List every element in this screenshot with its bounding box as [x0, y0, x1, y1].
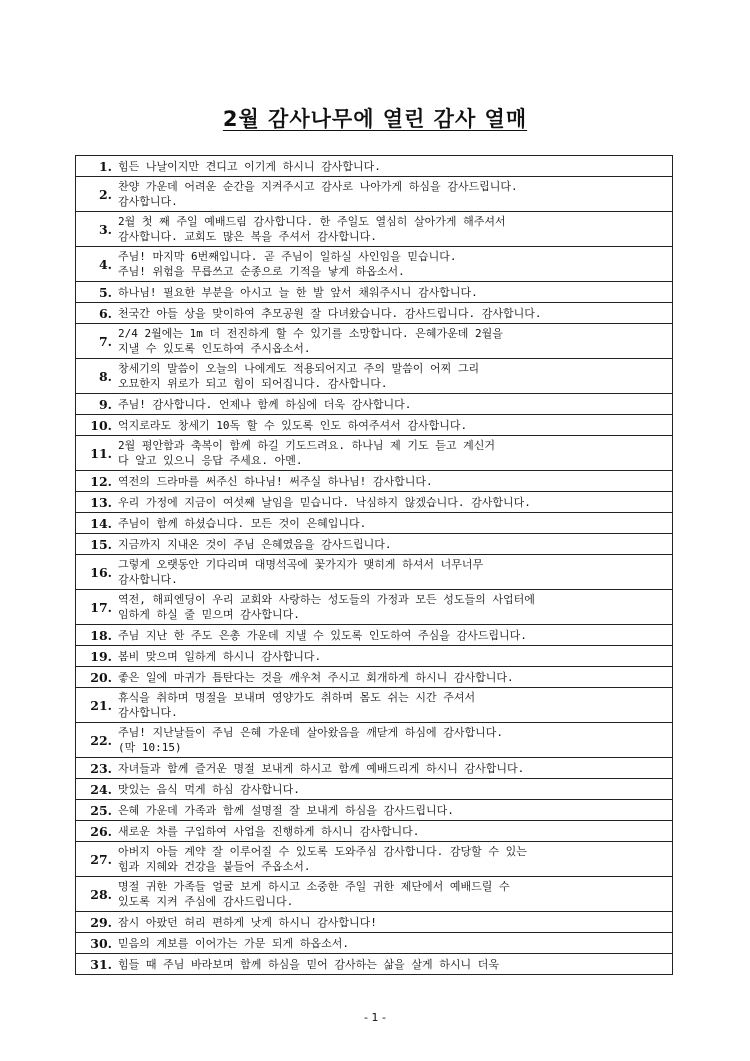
- item-number: 15.: [76, 534, 115, 555]
- item-number: 17.: [76, 590, 115, 625]
- item-text: 주님 지난 한 주도 은총 가운데 지낼 수 있도록 인도하여 주심을 감사드립니다.: [114, 625, 673, 646]
- list-item: [76, 492, 673, 513]
- item-number: 22.: [76, 723, 115, 758]
- item-text: 주님! 마지막 6번째입니다. 곧 주님이 일하실 사인임을 믿습니다. 주님! 위험을 무릅쓰고 순종으로 기적을 낳게 하옵소서.: [114, 247, 673, 282]
- item-number: 12.: [76, 471, 115, 492]
- item-text: 찬양 가운데 어려운 순간을 지켜주시고 감사로 나아가게 하심을 감사드립니다. 감사합니다.: [114, 177, 673, 212]
- item-text: 자녀들과 함께 즐거운 명절 보내게 하시고 함께 예배드리게 하시니 감사합니다.: [114, 758, 673, 779]
- item-number: 23.: [76, 758, 115, 779]
- gratitude-list: [75, 155, 673, 975]
- item-text: 힘든 나날이지만 견디고 이기게 하시니 감사합니다.: [114, 156, 673, 177]
- item-text: 우리 가정에 지금이 여섯째 날임을 믿습니다. 낙심하지 않겠습니다. 감사합니다.: [114, 492, 673, 513]
- item-text: 봄비 맞으며 일하게 하시니 감사합니다.: [114, 646, 673, 667]
- item-text: 2월 평안함과 축복이 함께 하길 기도드려요. 하나님 제 기도 듣고 계신거 다 알고 있으니 응답 주세요. 아멘.: [114, 436, 673, 471]
- item-text: 그렇게 오랫동안 기다리며 대명석곡에 꽃가지가 맺히게 하셔서 너무너무 감사합니다.: [114, 555, 673, 590]
- item-text: 명절 귀한 가족들 얼굴 보게 하시고 소중한 주일 귀한 제단에서 예배드릴 수 있도록 지켜 주심에 감사드립니다.: [114, 877, 673, 912]
- list-item: [76, 779, 673, 800]
- list-item: [76, 513, 673, 534]
- item-text: 억지로라도 창세기 10독 할 수 있도록 인도 하여주셔서 감사합니다.: [114, 415, 673, 436]
- item-text: 2월 첫 째 주일 예배드림 감사합니다. 한 주일도 열심히 살아가게 해주셔서 감사합니다. 교회도 많은 복을 주셔서 감사합니다.: [114, 212, 673, 247]
- list-item: [76, 954, 673, 975]
- list-item: [76, 723, 673, 758]
- item-number: 16.: [76, 555, 115, 590]
- item-number: 18.: [76, 625, 115, 646]
- item-text: 주님이 함께 하셨습니다. 모든 것이 은혜입니다.: [114, 513, 673, 534]
- list-item: [76, 303, 673, 324]
- item-text: 역전, 해피엔딩이 우리 교회와 사랑하는 성도들의 가정과 모든 성도들의 사업터에 임하게 하실 줄 믿으며 감사합니다.: [114, 590, 673, 625]
- list-item: [76, 534, 673, 555]
- list-item: [76, 758, 673, 779]
- item-text: 주님! 지난날들이 주님 은혜 가운데 살아왔음을 깨닫게 하심에 감사합니다. (막 10:15): [114, 723, 673, 758]
- item-number: 25.: [76, 800, 115, 821]
- list-item: [76, 821, 673, 842]
- item-number: 19.: [76, 646, 115, 667]
- item-number: 3.: [76, 212, 115, 247]
- item-text: 휴식을 취하며 명절을 보내며 영양가도 취하며 몸도 쉬는 시간 주셔서 감사합니다.: [114, 688, 673, 723]
- list-item: [76, 646, 673, 667]
- item-number: 28.: [76, 877, 115, 912]
- item-text: 창세기의 말씀이 오늘의 나에게도 적용되어지고 주의 말씀이 어찌 그리 오묘한지 위로가 되고 힘이 되어집니다. 감사합니다.: [114, 359, 673, 394]
- item-number: 14.: [76, 513, 115, 534]
- item-number: 24.: [76, 779, 115, 800]
- list-item: [76, 394, 673, 415]
- item-number: 30.: [76, 933, 115, 954]
- item-text: 믿음의 계보를 이어가는 가문 되게 하옵소서.: [114, 933, 673, 954]
- item-number: 6.: [76, 303, 115, 324]
- item-number: 9.: [76, 394, 115, 415]
- item-text: 맛있는 음식 먹게 하심 감사합니다.: [114, 779, 673, 800]
- list-item: [76, 212, 673, 247]
- list-item: [76, 667, 673, 688]
- item-number: 26.: [76, 821, 115, 842]
- item-text: 주님! 감사합니다. 언제나 함께 하심에 더욱 감사합니다.: [114, 394, 673, 415]
- item-number: 4.: [76, 247, 115, 282]
- item-text: 새로운 차를 구입하여 사업을 진행하게 하시니 감사합니다.: [114, 821, 673, 842]
- list-item: [76, 247, 673, 282]
- list-item: [76, 800, 673, 821]
- list-item: [76, 359, 673, 394]
- item-number: 8.: [76, 359, 115, 394]
- item-number: 11.: [76, 436, 115, 471]
- item-number: 1.: [76, 156, 115, 177]
- item-number: 31.: [90, 956, 112, 972]
- list-item: [76, 555, 673, 590]
- list-item: [76, 415, 673, 436]
- list-item: [76, 625, 673, 646]
- gratitude-list-body: [76, 156, 673, 975]
- item-number: 27.: [76, 842, 115, 877]
- list-item: [76, 912, 673, 933]
- item-number: 21.: [76, 688, 115, 723]
- item-text: 천국간 아들 상을 맞이하여 추모공원 잘 다녀왔습니다. 감사드립니다. 감사합니다.: [114, 303, 673, 324]
- list-item: [76, 877, 673, 912]
- item-number: 29.: [76, 912, 115, 933]
- item-number: 5.: [76, 282, 115, 303]
- list-item: [76, 436, 673, 471]
- list-item: [76, 842, 673, 877]
- item-number: 10.: [76, 415, 115, 436]
- item-number: 7.: [76, 324, 115, 359]
- item-text: 2/4 2월에는 1m 더 전진하게 할 수 있기를 소망합니다. 은혜가운데 2월을 지낼 수 있도록 인도하여 주시옵소서.: [114, 324, 673, 359]
- page-title: 2월 감사나무에 열린 감사 열매: [222, 107, 528, 131]
- list-item: [76, 933, 673, 954]
- list-item: [76, 590, 673, 625]
- list-item: [76, 282, 673, 303]
- list-item: [76, 156, 673, 177]
- list-item: [76, 177, 673, 212]
- item-text: 힘들 때 주님 바라보며 함께 하심을 믿어 감사하는 삶을 살게 하시니 더욱: [118, 957, 499, 971]
- item-number: 13.: [76, 492, 115, 513]
- item-text: 하나님! 필요한 부분을 아시고 늘 한 발 앞서 채워주시니 감사합니다.: [114, 282, 673, 303]
- item-text: 아버지 아들 계약 잘 이루어질 수 있도록 도와주심 감사합니다. 감당할 수 있는 힘과 지혜와 건강을 붙들어 주옵소서.: [114, 842, 673, 877]
- item-text: 좋은 일에 마귀가 틈탄다는 것을 깨우쳐 주시고 회개하게 하시니 감사합니다.: [114, 667, 673, 688]
- item-text: 잠시 아팠던 허리 편하게 낫게 하시니 감사합니다!: [114, 912, 673, 933]
- list-item: [76, 324, 673, 359]
- item-text: 지금까지 지내온 것이 주님 은혜였음을 감사드립니다.: [114, 534, 673, 555]
- item-number: 20.: [76, 667, 115, 688]
- list-item: [76, 471, 673, 492]
- item-text: 역전의 드라마를 써주신 하나님! 써주실 하나님! 감사합니다.: [114, 471, 673, 492]
- page-number: - 1 -: [364, 1011, 386, 1024]
- item-number: 2.: [76, 177, 115, 212]
- item-text: 은혜 가운데 가족과 함께 설명절 잘 보내게 하심을 감사드립니다.: [114, 800, 673, 821]
- list-item: [76, 688, 673, 723]
